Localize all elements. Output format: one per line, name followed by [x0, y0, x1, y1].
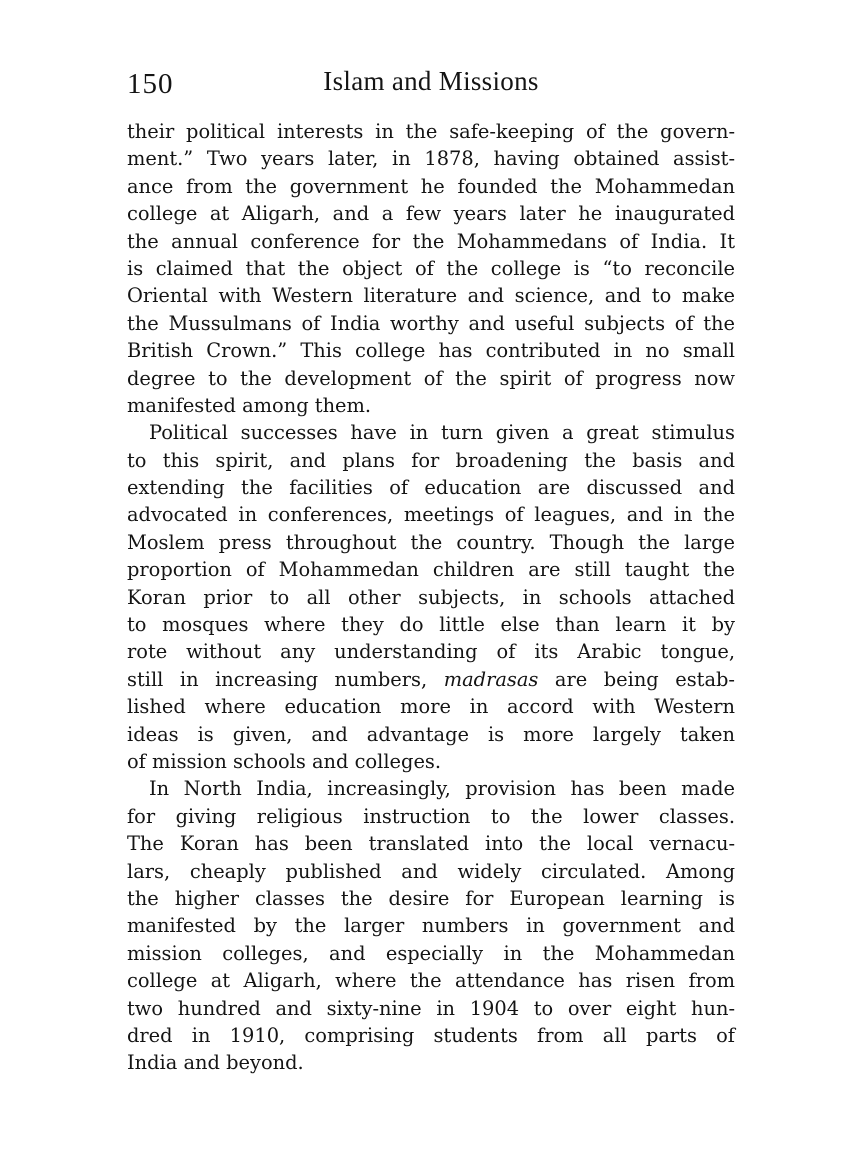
text-line: manifested among them.	[127, 393, 372, 417]
paragraph-1	[127, 118, 735, 419]
text-line: ideas is given, and advantage is more largely taken	[127, 722, 735, 746]
text-line: Oriental with Western literature and science, and to make	[127, 284, 735, 308]
text-line: The Koran has been translated into the local vernacu-	[127, 832, 735, 856]
text-run: are being estab-	[538, 667, 735, 691]
text-line: degree to the development of the spirit of progress now	[127, 366, 735, 390]
text-line: is claimed that the object of the college is “to reconcile	[127, 256, 735, 280]
text-line: extending the facilities of education are discussed and	[127, 476, 735, 500]
text-run: still in increasing numbers,	[127, 667, 444, 691]
text-line: to mosques where they do little else than learn it by	[127, 613, 735, 637]
page-header	[127, 62, 735, 102]
body-text	[127, 118, 735, 1077]
text-line: manifested by the larger numbers in government and	[127, 914, 735, 938]
text-line: ment.” Two years later, in 1878, having obtained assist-	[127, 147, 735, 171]
text-line: Koran prior to all other subjects, in schools attached	[127, 585, 735, 609]
text-line: ance from the government he founded the Mohammedan	[127, 174, 735, 198]
text-line: the higher classes the desire for European learning is	[127, 886, 735, 910]
paragraph-3	[127, 775, 735, 1076]
page-number: 150	[127, 68, 174, 100]
text-line: to this spirit, and plans for broadening the basis and	[127, 448, 735, 472]
text-line: their political interests in the safe-keeping of the govern-	[127, 120, 735, 143]
text-line: proportion of Mohammedan children are still taught the	[127, 558, 735, 582]
text-line: dred in 1910, comprising students from all parts of	[127, 1023, 735, 1047]
text-line: Political successes have in turn given a great stimulus	[149, 421, 735, 445]
text-line: the annual conference for the Mohammedans of India. It	[127, 229, 735, 253]
text-line: British Crown.” This college has contributed in no small	[127, 339, 735, 363]
text-line-with-italic	[127, 666, 735, 693]
text-line: lished where education more in accord with Western	[127, 695, 735, 719]
text-line: for giving religious instruction to the lower classes.	[127, 804, 735, 828]
text-line: Moslem press throughout the country. Though the large	[127, 530, 735, 554]
text-line: advocated in conferences, meetings of leagues, and in the	[127, 503, 735, 527]
text-line: two hundred and sixty-nine in 1904 to over eight hun-	[127, 996, 735, 1020]
italic-term: madrasas	[443, 667, 539, 691]
running-head: Islam and Missions	[323, 66, 539, 96]
text-line: mission colleges, and especially in the Mohammedan	[127, 941, 735, 965]
text-line: college at Aligarh, where the attendance has risen from	[127, 969, 735, 993]
text-line: college at Aligarh, and a few years later he inaugurated	[127, 202, 735, 226]
text-line: lars, cheaply published and widely circulated. Among	[127, 859, 735, 883]
text-line: In North India, increasingly, provision has been made	[149, 777, 735, 801]
text-line: rote without any understanding of its Arabic tongue,	[127, 640, 735, 664]
text-line: India and beyond.	[127, 1051, 304, 1075]
text-line: of mission schools and colleges.	[127, 749, 442, 773]
text-line: the Mussulmans of India worthy and useful subjects of the	[127, 311, 735, 335]
paragraph-2	[127, 419, 735, 775]
